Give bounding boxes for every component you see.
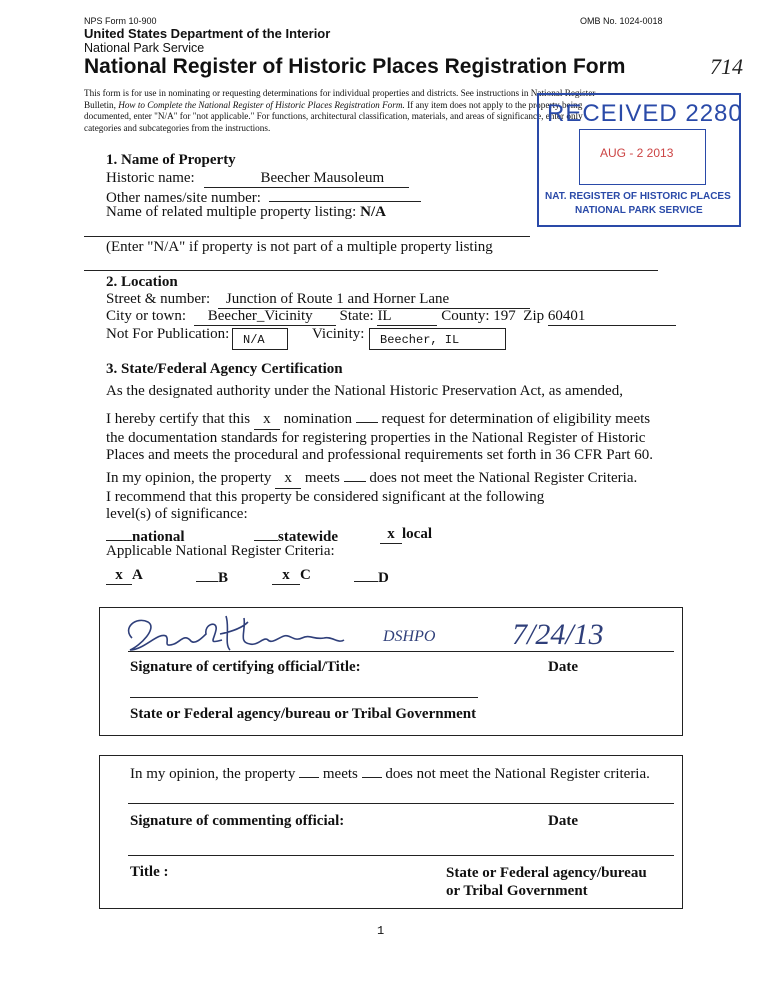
historic-name-value: Beecher Mausoleum [204,170,409,188]
stamp-date: AUG - 2 2013 [600,146,674,160]
criterion-b: B [196,567,228,587]
authority-text: As the designated authority under the National Historic Preservation Act, as amended, [106,383,623,399]
received-stamp: RECEIVED 2280 AUG - 2 2013 NAT. REGISTER OF HISTORIC PLACES NATIONAL PARK SERVICE [537,93,741,227]
vicinity-field[interactable]: Beecher, IL [369,328,506,350]
other-names-row: Other names/site number: [106,187,421,207]
section2-heading: 2. Location [106,274,178,290]
agency-line [130,697,478,698]
other-names-blank [269,187,421,202]
not-for-publication-label: Not For Publication: [106,326,230,342]
service: National Park Service [84,41,205,55]
commenting-title-label: Title : [130,864,169,880]
historic-name-row: Historic name: Beecher Mausoleum [106,170,409,188]
intro-text: This form is for use in nominating or requesting determinations for individual properties and districts. See instructions in National Register Bulletin, How to Complete the National Register of Historic Places Registration Form. If any item does not apply to the property being documented, enter "N/A" for "not applicable." For functions, architectural classification, materials, and areas of significance, enter only categories and subcategories from the instructions. [84,88,596,133]
city-row: City or town: Beecher_Vicinity State: IL County: 197 Zip 60401 [106,308,676,326]
level-statewide: statewide [254,526,338,546]
handwritten-title: DSHPO [383,628,436,645]
handwritten-corner-note: 714 [710,54,743,79]
stamp-date-box [579,129,706,185]
city-value: Beecher_Vicinity [194,308,336,326]
section1-heading: 1. Name of Property [106,152,236,168]
divider [84,270,658,271]
commenting-opinion-text: In my opinion, the property meets does not meet the National Register criteria. [130,763,650,783]
signature-line [128,651,674,652]
title-line [128,855,674,856]
page-number: 1 [377,924,385,938]
certification-text: I hereby certify that this x nomination request for determination of eligibility meets the documentation standards for registering properties in the National Register of Historic Places and meets the procedural and professional requirements set forth in 36 CFR Part 60. [106,408,653,465]
level-local: x local [380,526,432,544]
section3-heading: 3. State/Federal Agency Certification [106,361,343,377]
criteria-label: Applicable National Register Criteria: [106,543,335,559]
zip-value: 60401 [548,308,676,326]
criterion-d: D [354,567,389,587]
certifying-agency-label: State or Federal agency/bureau or Tribal Government [130,706,477,722]
department: United States Department of the Interior [84,26,331,41]
vicinity-label: Vicinity: [312,326,365,342]
state-value: IL [377,308,437,326]
level-national: national [106,526,185,546]
form-number: NPS Form 10-900 [84,16,157,26]
signature-line [128,803,674,804]
street-value: Junction of Route 1 and Horner Lane [218,291,530,309]
certifying-signature-label: Signature of certifying official/Title: [130,659,361,675]
commenting-agency-label: State or Federal agency/bureau or Tribal Government [446,865,647,899]
meets-mark: x [275,470,301,489]
street-row: Street & number: Junction of Route 1 and Horner Lane [106,291,530,309]
commenting-signature-label: Signature of commenting official: [130,813,345,829]
criterion-a: x A [106,567,143,585]
omb-number: OMB No. 1024-0018 [580,16,663,26]
handwritten-signature [118,610,348,660]
criterion-c: x C [272,567,311,585]
handwritten-date: 7/24/13 [512,618,604,651]
section1-note: (Enter "N/A" if property is not part of a multiple property listing [106,239,493,255]
opinion-text: In my opinion, the property x meets does not meet the National Register Criteria. I recommend that this property be considered significant at the following level(s) of significance: [106,467,637,524]
certifying-date-label: Date [548,659,578,675]
divider [84,236,530,237]
not-for-publication-field[interactable]: N/A [232,328,288,350]
related-listing-row: Name of related multiple property listing: N/A [106,204,386,220]
nomination-mark: x [254,411,280,430]
page-title: National Register of Historic Places Registration Form [84,55,626,78]
county-value: 197 [493,308,516,324]
commenting-date-label: Date [548,813,578,829]
